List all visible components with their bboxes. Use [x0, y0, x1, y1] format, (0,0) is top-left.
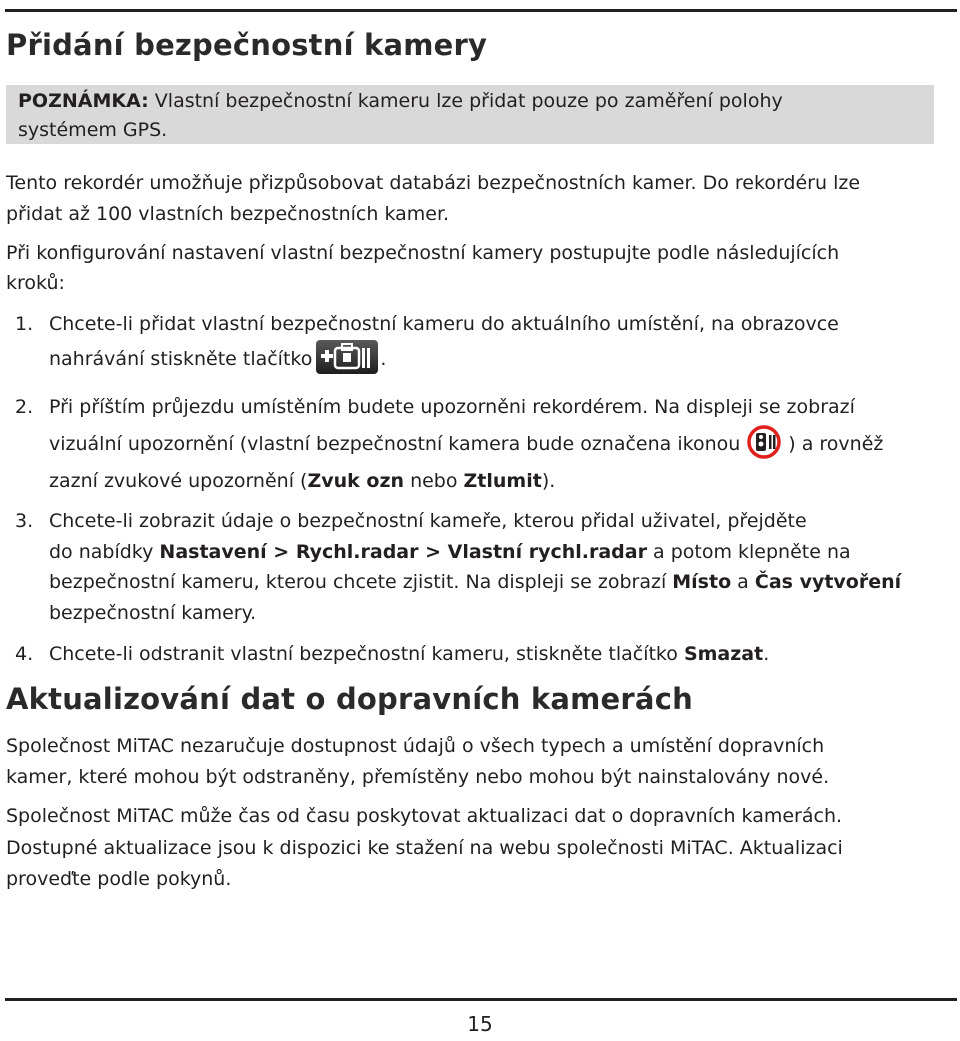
note-text-1: Vlastní bezpečnostní kameru lze přidat pouze po zaměření polohy: [148, 90, 783, 112]
step-number: 4.: [15, 643, 34, 665]
step-4: [15, 639, 769, 669]
menu-path: Nastavení > Rychl.radar > Vlastní rychl.radar: [159, 541, 647, 563]
add-camera-button-icon: [316, 340, 378, 374]
para1-line-2: kamer, které mohou být odstraněny, přemístěny nebo mohou být nainstalovány nové.: [6, 766, 830, 788]
section-title-add-camera: Přidání bezpečnostní kamery: [6, 28, 488, 62]
step-number: 1.: [15, 313, 34, 335]
bottom-rule: [5, 998, 957, 1001]
note-line-2: systémem GPS.: [18, 119, 168, 141]
step-text: nahrávání stiskněte tlačítko: [49, 348, 313, 370]
para2-line-2: Dostupné aktualizace jsou k dispozici ke stažení na webu společnosti MiTAC. Aktualizaci: [6, 837, 843, 859]
para1-line-1: Společnost MiTAC nezaručuje dostupnost údajů o všech typech a umístění dopravních: [6, 735, 825, 757]
step-number: 2.: [15, 396, 34, 418]
step-1: [15, 309, 839, 339]
step-text: do nabídky: [49, 541, 160, 563]
delete-button-label: Smazat: [683, 643, 764, 665]
step-text: Chcete-li zobrazit údaje o bezpečnostní kameře, kterou přidal uživatel, přejděte: [49, 510, 807, 532]
step-3-line-3: [49, 567, 901, 597]
step-1-line-2: [49, 344, 386, 374]
config-line-2: kroků:: [6, 272, 65, 294]
step-text: bezpečnostní kameru, kterou chcete zjistit. Na displeji se zobrazí: [49, 571, 673, 593]
note-label: POZNÁMKA:: [18, 90, 149, 112]
step-text: .: [763, 643, 770, 665]
config-line-1: Při konfigurování nastavení vlastní bezpečnostní kamery postupujte podle následujících: [6, 242, 840, 264]
step-text: Při příštím průjezdu umístěním budete upozorněni rekordérem. Na displeji se zobrazí: [49, 396, 855, 418]
section-title-update-data: Aktualizování dat o dopravních kamerách: [6, 682, 693, 716]
step-text: ) a rovněž: [788, 433, 884, 455]
step-text: vizuální upozornění (vlastní bezpečnostní kamera bude označena ikonou: [49, 433, 741, 455]
step-3: [15, 506, 807, 536]
step-text: a potom klepněte na: [646, 541, 851, 563]
step-2-line-2: [49, 429, 883, 460]
step-2-line-3: [49, 466, 555, 496]
para2-line-1: Společnost MiTAC může čas od času poskytovat aktualizaci dat o dopravních kamerách.: [6, 805, 843, 827]
mute-option: Ztlumit: [463, 470, 542, 492]
step-text: Chcete-li odstranit vlastní bezpečnostní kameru, stiskněte tlačítko: [49, 643, 684, 665]
page-number: 15: [467, 1012, 493, 1036]
custom-speed-camera-icon: [746, 424, 786, 460]
created-time-field: Čas vytvoření: [754, 571, 902, 593]
step-3-line-2: [49, 537, 851, 567]
step-number: 3.: [15, 510, 34, 532]
top-rule: [5, 9, 957, 12]
step-2: [15, 392, 855, 422]
step-text: zazní zvukové upozornění (: [49, 470, 308, 492]
note-box: [6, 85, 934, 144]
step-text: ).: [541, 470, 556, 492]
step-3-line-4: bezpečnostní kamery.: [49, 602, 257, 624]
intro-line-1: Tento rekordér umožňuje přizpůsobovat databázi bezpečnostních kamer. Do rekordéru lze: [6, 172, 861, 194]
step-text: Chcete-li přidat vlastní bezpečnostní kameru do aktuálního umístění, na obrazovce: [49, 313, 839, 335]
note-line-1: [18, 86, 783, 116]
step-text: a: [731, 571, 755, 593]
para2-line-3: proveďte podle pokynů.: [6, 868, 232, 890]
step-text: .: [380, 348, 387, 370]
step-text: nebo: [404, 470, 464, 492]
location-field: Místo: [672, 571, 732, 593]
sound-option: Zvuk ozn: [307, 470, 405, 492]
intro-line-2: přidat až 100 vlastních bezpečnostních kamer.: [6, 203, 450, 225]
